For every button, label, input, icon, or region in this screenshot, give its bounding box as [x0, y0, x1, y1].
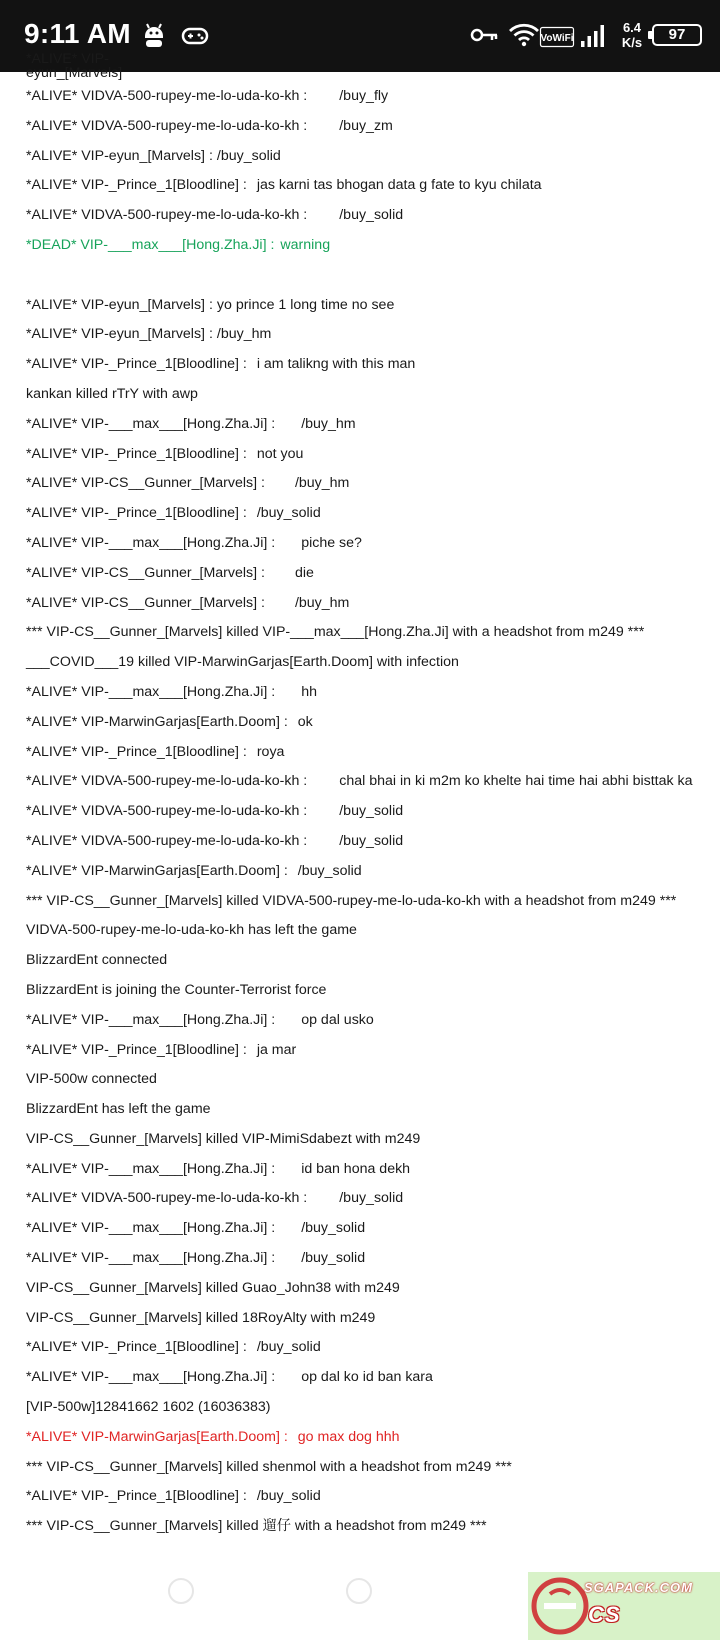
- chat-message: chal bhai in ki m2m ko khelte hai time hai abhi bisttak ka: [339, 773, 693, 790]
- chat-message: /buy_hm: [216, 326, 272, 343]
- chat-message: /buy_solid: [216, 147, 281, 164]
- chat-message: /buy_hm: [301, 415, 356, 432]
- chat-line: [26, 618, 716, 648]
- chat-sender: *ALIVE* VIP-___max___[Hong.Zha.Ji] :: [26, 1220, 276, 1237]
- chat-message: jas karni tas bhogan data g fate to kyu chilata: [256, 177, 542, 194]
- chat-message: hh: [301, 683, 317, 700]
- chat-sender: *ALIVE* VIDVA-500-rupey-me-lo-uda-ko-kh :: [26, 1190, 308, 1207]
- chat-message: go max dog hhh: [297, 1428, 400, 1445]
- chat-line: [26, 916, 716, 946]
- chat-sender: *** VIP-CS__Gunner_[Marvels] killed VIP-___max___[Hong.Zha.Ji] with a headshot from m249 ***: [26, 624, 645, 641]
- chat-message: /buy_hm: [294, 594, 350, 611]
- chat-sender: *ALIVE* VIP-eyun_[Marvels] :: [26, 326, 213, 343]
- chat-sender: VIDVA-500-rupey-me-lo-uda-ko-kh has left the game: [26, 922, 357, 939]
- chat-message: /buy_solid: [339, 207, 404, 224]
- chat-line: [26, 1155, 716, 1185]
- chat-sender: *ALIVE* VIP-MarwinGarjas[Earth.Doom] :: [26, 862, 288, 879]
- chat-sender: *ALIVE* VIP-___max___[Hong.Zha.Ji] :: [26, 1250, 276, 1267]
- chat-message: /buy_solid: [301, 1220, 366, 1237]
- chat-sender: VIP-CS__Gunner_[Marvels] killed 18RoyAlty with m249: [26, 1309, 376, 1326]
- chat-message: yo prince 1 long time no see: [216, 296, 395, 313]
- chat-line: [26, 827, 716, 857]
- chat-message: not you: [256, 445, 304, 462]
- chat-sender: *ALIVE* VIP-_Prince_1[Bloodline] :: [26, 505, 247, 522]
- chat-sender: *ALIVE* VIP-___max___[Hong.Zha.Ji] :: [26, 415, 276, 432]
- chat-line: [26, 589, 716, 619]
- chat-sender: *ALIVE* VIP-eyun_[Marvels] :: [26, 147, 213, 164]
- chat-line: [26, 678, 716, 708]
- android-debug-icon: [142, 22, 166, 50]
- chat-sender: *ALIVE* VIP-_Prince_1[Bloodline] :: [26, 1339, 247, 1356]
- chat-line: [26, 469, 716, 499]
- chat-sender: [VIP-500w]12841662 1602 (16036383): [26, 1399, 271, 1416]
- back-icon[interactable]: [168, 1578, 194, 1604]
- chat-line: [26, 1184, 716, 1214]
- chat-sender: BlizzardEnt is joining the Counter-Terrorist force: [26, 981, 327, 998]
- chat-message: id ban hona dekh: [301, 1160, 411, 1177]
- chat-line: [26, 648, 716, 678]
- chat-line: [26, 1393, 716, 1423]
- chat-sender: *ALIVE* VIP-___max___[Hong.Zha.Ji] :: [26, 1160, 276, 1177]
- chat-sender: *ALIVE* VIP-___max___[Hong.Zha.Ji] :: [26, 534, 276, 551]
- chat-sender: ___COVID___19 killed VIP-MarwinGarjas[Earth.Doom] with infection: [26, 654, 459, 671]
- chat-message: /buy_fly: [339, 88, 389, 104]
- net-speed-unit: K/s: [621, 35, 643, 50]
- chat-sender: *ALIVE* VIP-CS__Gunner_[Marvels] :: [26, 594, 265, 611]
- chat-line: [26, 410, 716, 440]
- chat-line: [26, 1304, 716, 1334]
- chat-line: [26, 231, 716, 261]
- watermark-brand: CS: [588, 1602, 621, 1627]
- chat-message: piche se?: [301, 534, 362, 551]
- chat-sender: BlizzardEnt has left the game: [26, 1101, 211, 1118]
- chat-sender: *ALIVE* VIP-_Prince_1[Bloodline] :: [26, 1041, 247, 1058]
- chat-sender: BlizzardEnt connected: [26, 952, 168, 969]
- chat-message: roya: [256, 743, 285, 760]
- chat-sender: *ALIVE* VIP-_Prince_1[Bloodline] :: [26, 177, 247, 194]
- gamepad-icon: [182, 27, 208, 45]
- chat-sender: *ALIVE* VIP-eyun_[Marvels] :: [26, 296, 213, 313]
- chat-sender: *ALIVE* VIP-CS__Gunner_[Marvels] :: [26, 564, 265, 581]
- chat-line: [26, 171, 716, 201]
- chat-sender: VIP-CS__Gunner_[Marvels] killed VIP-MimiSdabezt with m249: [26, 1130, 421, 1147]
- chat-sender: *ALIVE* VIP-___max___[Hong.Zha.Ji] :: [26, 683, 276, 700]
- chat-line: [26, 499, 716, 529]
- chat-line: [26, 1125, 716, 1155]
- chat-sender: *ALIVE* VIP-___max___[Hong.Zha.Ji] :: [26, 1011, 276, 1028]
- chat-message: /buy_solid: [339, 803, 404, 820]
- chat-line: [26, 201, 716, 231]
- vowifi-label: VoWiFi: [540, 33, 574, 44]
- chat-line: [26, 1512, 716, 1542]
- chat-line: [26, 767, 716, 797]
- wifi-icon: [508, 22, 540, 48]
- chat-message: /buy_zm: [339, 117, 393, 134]
- chat-line: [26, 1095, 716, 1125]
- chat-sender: *ALIVE* VIP-_Prince_1[Bloodline] :: [26, 356, 247, 373]
- chat-line: [26, 1065, 716, 1095]
- signal-icon: [580, 24, 606, 48]
- chat-line: [26, 946, 716, 976]
- net-speed-value: 6.4: [622, 20, 642, 35]
- chat-message: op dal ko id ban kara: [301, 1369, 433, 1386]
- chat-line: [26, 708, 716, 738]
- chat-message: /buy_solid: [256, 1488, 321, 1505]
- chat-sender: *ALIVE* VIP-_Prince_1[Bloodline] :: [26, 445, 247, 462]
- watermark-emblem-icon: [530, 1576, 590, 1636]
- chat-sender: *DEAD* VIP-___max___[Hong.Zha.Ji] :: [26, 236, 275, 253]
- chat-line: [26, 380, 716, 410]
- chat-message: warning: [280, 236, 331, 253]
- chat-sender: kankan killed rTrY with awp: [26, 385, 198, 402]
- chat-line: [26, 350, 716, 380]
- chat-message: i am talikng with this man: [256, 356, 416, 373]
- chat-sender: *** VIP-CS__Gunner_[Marvels] killed VIDVA-500-rupey-me-lo-uda-ko-kh with a headshot from m249 ***: [26, 892, 677, 909]
- chat-sender: *ALIVE* VIDVA-500-rupey-me-lo-uda-ko-kh :: [26, 88, 308, 104]
- chat-sender: *ALIVE* VIP-___max___[Hong.Zha.Ji] :: [26, 1369, 276, 1386]
- chat-message: /buy_solid: [339, 1190, 404, 1207]
- chat-sender: *ALIVE* VIDVA-500-rupey-me-lo-uda-ko-kh :: [26, 773, 308, 790]
- chat-message: /buy_solid: [297, 862, 362, 879]
- chat-sender: *** VIP-CS__Gunner_[Marvels] killed shenmol with a headshot from m249 ***: [26, 1458, 512, 1475]
- chat-sender: *ALIVE* VIP-CS__Gunner_[Marvels] :: [26, 475, 265, 492]
- chat-line: [26, 1423, 716, 1453]
- chat-line: [26, 82, 716, 112]
- chat-sender: *ALIVE* VIDVA-500-rupey-me-lo-uda-ko-kh :: [26, 117, 308, 134]
- chat-sender: VIP-500w connected: [26, 1071, 157, 1088]
- chat-line: [26, 112, 716, 142]
- chat-line: [26, 1482, 716, 1512]
- battery-level: 97: [668, 26, 686, 43]
- chat-line: [26, 1244, 716, 1274]
- chat-message: ok: [297, 713, 313, 730]
- chat-log: [26, 82, 716, 1542]
- chat-message: /buy_solid: [301, 1250, 366, 1267]
- chat-sender: *ALIVE* VIP-_Prince_1[Bloodline] :: [26, 743, 247, 760]
- battery-icon: [652, 24, 702, 46]
- chat-line: [26, 1363, 716, 1393]
- net-speed: [618, 20, 646, 50]
- cut-off-line: *ALIVE* VIP-eyun_[Marvels]: [26, 51, 123, 81]
- chat-sender: *** VIP-CS__Gunner_[Marvels] killed 遛仔 with a headshot from m249 ***: [26, 1518, 487, 1535]
- chat-line: [26, 857, 716, 887]
- chat-sender: *ALIVE* VIDVA-500-rupey-me-lo-uda-ko-kh :: [26, 832, 308, 849]
- chat-line: [26, 738, 716, 768]
- chat-line: [26, 291, 716, 321]
- chat-message: /buy_solid: [256, 1339, 321, 1356]
- chat-message: op dal usko: [301, 1011, 374, 1028]
- chat-message: /buy_hm: [294, 475, 350, 492]
- chat-sender: *ALIVE* VIDVA-500-rupey-me-lo-uda-ko-kh :: [26, 803, 308, 820]
- watermark-logo: [528, 1572, 720, 1640]
- vowifi-icon: [540, 27, 574, 47]
- chat-line: [26, 142, 716, 172]
- chat-message: die: [294, 564, 314, 581]
- key-vpn-icon: [470, 27, 500, 43]
- chat-blank-line: [26, 261, 716, 291]
- chat-line: [26, 320, 716, 350]
- status-time: 9:11 AM: [24, 18, 131, 49]
- chat-line: [26, 797, 716, 827]
- chat-sender: VIP-CS__Gunner_[Marvels] killed Guao_John38 with m249: [26, 1279, 400, 1296]
- chat-line: [26, 976, 716, 1006]
- watermark-url: SGAPACK.COM: [584, 1580, 693, 1595]
- chat-line: [26, 1333, 716, 1363]
- chat-line: [26, 440, 716, 470]
- chat-line: [26, 1036, 716, 1066]
- chat-message: /buy_solid: [339, 832, 404, 849]
- chat-sender: *ALIVE* VIP-MarwinGarjas[Earth.Doom] :: [26, 1428, 288, 1445]
- chat-line: [26, 1214, 716, 1244]
- chat-line: [26, 1274, 716, 1304]
- home-icon[interactable]: [346, 1578, 372, 1604]
- chat-line: [26, 887, 716, 917]
- chat-message: ja mar: [256, 1041, 297, 1058]
- chat-message: /buy_solid: [256, 505, 321, 522]
- chat-sender: *ALIVE* VIP-MarwinGarjas[Earth.Doom] :: [26, 713, 288, 730]
- chat-sender: *ALIVE* VIDVA-500-rupey-me-lo-uda-ko-kh :: [26, 207, 308, 224]
- chat-sender: *ALIVE* VIP-_Prince_1[Bloodline] :: [26, 1488, 247, 1505]
- chat-line: [26, 1006, 716, 1036]
- chat-line: [26, 529, 716, 559]
- chat-line: [26, 1453, 716, 1483]
- chat-line: [26, 559, 716, 589]
